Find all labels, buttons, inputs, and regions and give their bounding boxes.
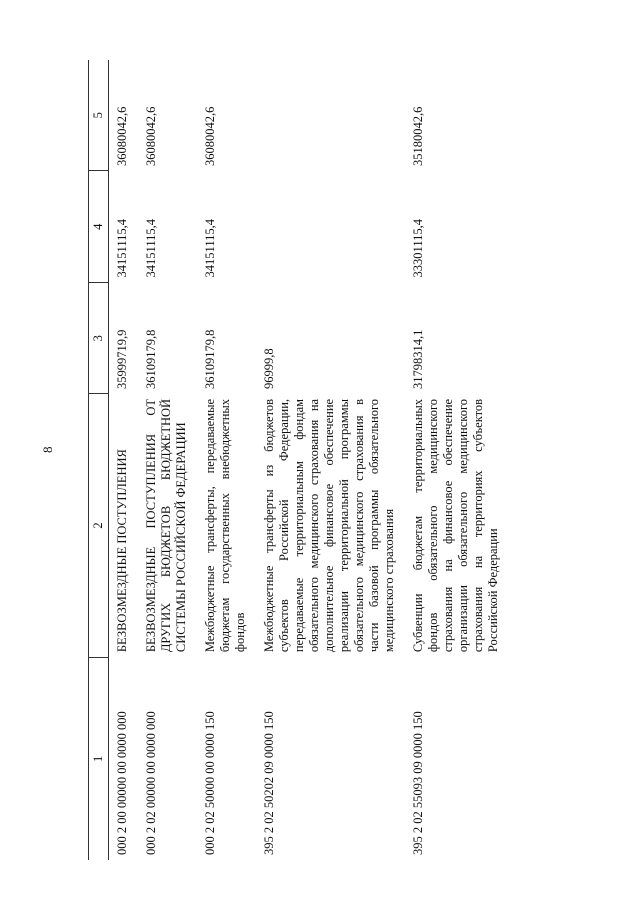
- row-code: 000 2 02 00000 00 0000 000: [144, 711, 158, 855]
- row-name: БЕЗВОЗМЕЗДНЫЕ ПОСТУПЛЕНИЯ ОТ ДРУГИХ БЮДЖЕТОВ БЮДЖЕТНОЙ СИСТЕМЫ РОССИЙСКОЙ ФЕДЕРАЦИИ: [144, 398, 188, 653]
- row-value-5: [256, 60, 405, 171]
- row-value-3: 31798314,1: [411, 329, 425, 389]
- row-name: Межбюджетные трансферты из бюджетов субъектов Российской Федерации, передаваемые территориальным фондам обязательного медицинского страхования на дополнительное финансовое обеспечение реализации территориальной программы обязательного медицинского страхования в части базовой программы обязательного медицинского страхования: [262, 398, 396, 653]
- header-col-4: 4: [89, 171, 109, 282]
- header-col-1: 1: [89, 657, 109, 860]
- row-code: 000 2 02 50000 00 0000 150: [203, 711, 217, 855]
- row-value-4: [256, 171, 405, 282]
- row-name: Межбюджетные трансферты, передаваемые бюджетам государственных внебюджетных фондов: [203, 398, 247, 653]
- table-row: [109, 60, 139, 860]
- row-value-5: 36080042,6: [203, 106, 217, 166]
- table-row: [405, 60, 509, 860]
- row-value-3: 35999719,9: [115, 329, 129, 389]
- row-value-3: 36109179,8: [203, 329, 217, 389]
- table-header-row: [89, 60, 109, 860]
- table-row: [197, 60, 256, 860]
- header-col-5: 5: [89, 60, 109, 171]
- row-value-5: 36080042,6: [144, 106, 158, 166]
- page-number: 8: [40, 446, 55, 453]
- row-name: БЕЗВОЗМЕЗДНЫЕ ПОСТУПЛЕНИЯ: [115, 449, 129, 653]
- row-value-3: 96999,8: [262, 348, 276, 389]
- row-value-5: 35180042,6: [411, 106, 425, 166]
- rotated-table-frame: [88, 60, 528, 860]
- row-code: 000 2 00 00000 00 0000 000: [115, 711, 129, 855]
- row-value-4: 34151115,4: [144, 219, 158, 278]
- table-row: [256, 60, 405, 860]
- row-code: 395 2 02 50202 09 0000 150: [262, 711, 276, 855]
- header-col-2: 2: [89, 394, 109, 657]
- row-value-3: 36109179,8: [144, 329, 158, 389]
- budget-table: [88, 60, 509, 860]
- table-row: [138, 60, 197, 860]
- row-value-4: 34151115,4: [115, 219, 129, 278]
- row-value-5: 36080042,6: [115, 106, 129, 166]
- row-code: 395 2 02 55093 09 0000 150: [411, 711, 425, 855]
- row-value-4: 33301115,4: [411, 219, 425, 278]
- row-value-4: 34151115,4: [203, 219, 217, 278]
- row-name: Субвенции бюджетам территориальных фондов обязательного медицинского страхования на финансовое обеспечение организации обязательного медицинского страхования на территориях субъектов Российской Федерации: [411, 398, 500, 653]
- header-col-3: 3: [89, 282, 109, 393]
